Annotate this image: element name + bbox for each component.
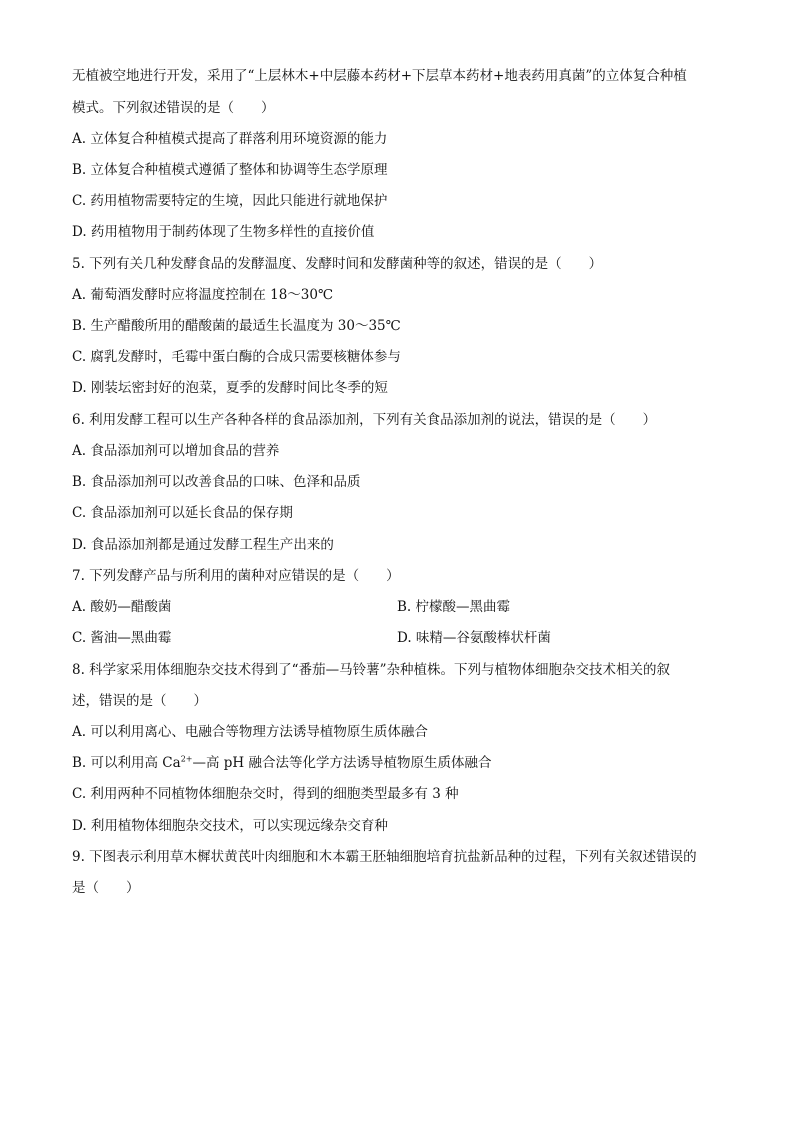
q5-stem: 5. 下列有关几种发酵食品的发酵温度、发酵时间和发酵菌种等的叙述，错误的是（ ） bbox=[72, 256, 603, 272]
q8-stem-line-2: 述，错误的是（ ） bbox=[72, 693, 207, 709]
q5-option-c: C. 腐乳发酵时，毛霉中蛋白酶的合成只需要核糖体参与 bbox=[72, 349, 401, 365]
q8-option-d: D. 利用植物体细胞杂交技术，可以实现远缘杂交育种 bbox=[72, 818, 388, 834]
q9-stem-line-2: 是（ ） bbox=[72, 880, 140, 896]
q5-option-b: B. 生产醋酸所用的醋酸菌的最适生长温度为 30～35℃ bbox=[72, 318, 401, 334]
q8-option-a: A. 可以利用离心、电融合等物理方法诱导植物原生质体融合 bbox=[72, 724, 428, 740]
q6-option-a: A. 食品添加剂可以增加食品的营养 bbox=[72, 443, 280, 459]
q8-stem-line-1: 8. 科学家采用体细胞杂交技术得到了“番茄—马铃薯”杂种植株。下列与植物体细胞杂交技术相关的叙 bbox=[72, 662, 670, 678]
q6-stem: 6. 利用发酵工程可以生产各种各样的食品添加剂，下列有关食品添加剂的说法，错误的是（ ） bbox=[72, 412, 657, 428]
q6-option-b: B. 食品添加剂可以改善食品的口味、色泽和品质 bbox=[72, 474, 361, 490]
q8-option-b-text-end: —高 pH 融合法等化学方法诱导植物原生质体融合 bbox=[192, 755, 492, 771]
q6-option-c: C. 食品添加剂可以延长食品的保存期 bbox=[72, 505, 293, 521]
q8-option-b bbox=[72, 753, 734, 773]
q7-option-d: D. 味精—谷氨酸棒状杆菌 bbox=[397, 630, 551, 646]
q4-stem-line-1: 无植被空地进行开发，采用了“上层林木+中层藤本药材+下层草本药材+地表药用真菌”的立体复合种植 bbox=[72, 68, 687, 84]
q7-option-b: B. 柠檬酸—黑曲霉 bbox=[397, 599, 511, 615]
q5-option-a: A. 葡萄酒发酵时应将温度控制在 18～30℃ bbox=[72, 287, 334, 303]
q7-option-a: A. 酸奶—醋酸菌 bbox=[72, 599, 172, 615]
q7-option-c: C. 酱油—黑曲霉 bbox=[72, 630, 172, 646]
q4-option-b: B. 立体复合种植模式遵循了整体和协调等生态学原理 bbox=[72, 162, 388, 178]
q8-option-b-superscript: 2+ bbox=[180, 754, 193, 764]
q8-option-b-text-start: B. 可以利用高 Ca bbox=[72, 755, 181, 771]
q5-option-d: D. 刚装坛密封好的泡菜，夏季的发酵时间比冬季的短 bbox=[72, 380, 388, 396]
q4-option-d: D. 药用植物用于制药体现了生物多样性的直接价值 bbox=[72, 224, 375, 240]
q4-stem-line-2: 模式。下列叙述错误的是（ ） bbox=[72, 100, 275, 116]
q8-option-c: C. 利用两种不同植物体细胞杂交时，得到的细胞类型最多有 3 种 bbox=[72, 786, 459, 802]
q6-option-d: D. 食品添加剂都是通过发酵工程生产出来的 bbox=[72, 537, 334, 553]
q9-stem-line-1: 9. 下图表示利用草木樨状黄芪叶肉细胞和木本霸王胚轴细胞培育抗盐新品种的过程，下列有关叙述错误的 bbox=[72, 849, 697, 865]
q4-option-a: A. 立体复合种植模式提高了群落利用环境资源的能力 bbox=[72, 131, 388, 147]
q7-stem: 7. 下列发酵产品与所利用的菌种对应错误的是（ ） bbox=[72, 568, 400, 584]
q4-option-c: C. 药用植物需要特定的生境，因此只能进行就地保护 bbox=[72, 193, 388, 209]
